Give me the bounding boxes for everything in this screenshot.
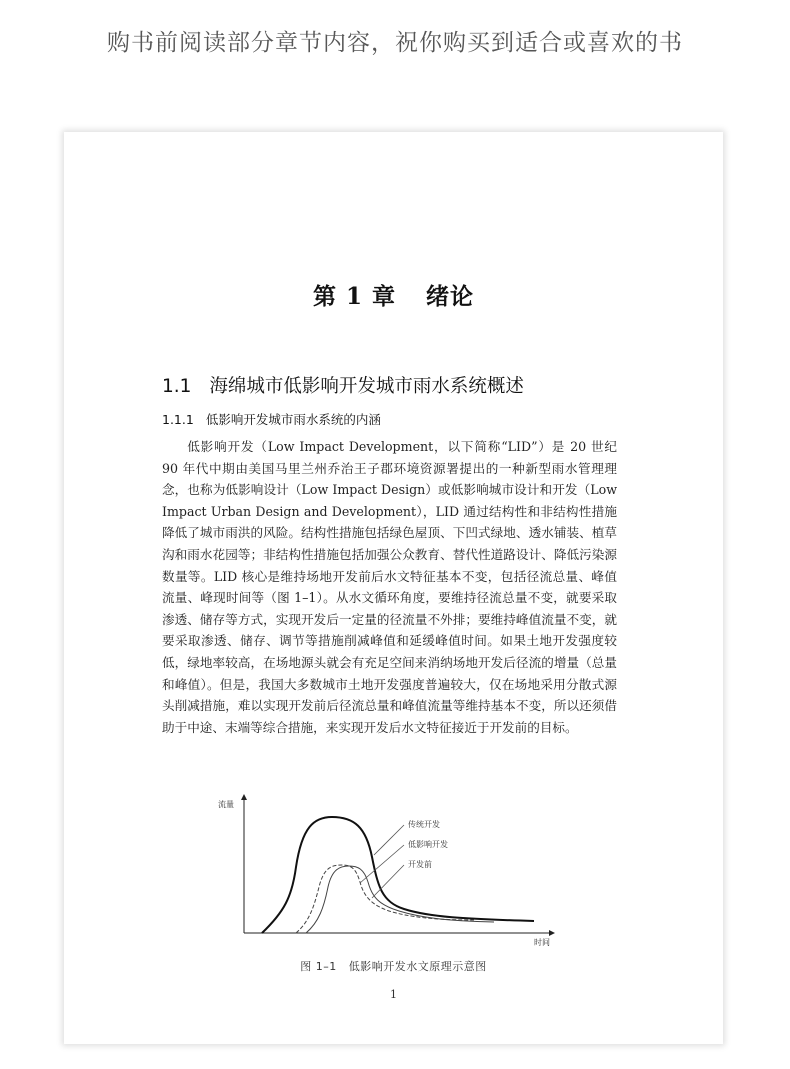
figure-number: 图 1–1	[300, 960, 337, 973]
x-axis-label: 时间	[534, 938, 550, 947]
chapter-heading	[64, 278, 723, 311]
section-title: 海绵城市低影响开发城市雨水系统概述	[209, 376, 524, 397]
preview-banner: 购书前阅读部分章节内容，祝你购买到适合或喜欢的书	[107, 30, 683, 56]
subsection-heading	[162, 410, 381, 428]
y-axis-label: 流量	[218, 800, 234, 809]
section-number: 1.1	[162, 376, 192, 397]
subsection-title: 低影响开发城市雨水系统的内涵	[205, 412, 381, 427]
chapter-number: 第 1 章	[312, 283, 397, 310]
curve-traditional	[262, 817, 534, 933]
section-heading	[162, 372, 524, 398]
label-low-impact: 低影响开发	[408, 840, 448, 849]
chapter-title: 绪论	[426, 283, 475, 310]
curve-pre-development	[306, 866, 494, 933]
page-number: 1	[390, 988, 397, 1001]
book-page	[64, 132, 723, 1044]
label-traditional: 传统开发	[408, 820, 440, 829]
body-paragraph: 低影响开发（Low Impact Development，以下简称“LID”）是 20 世纪 90 年代中期由美国马里兰州乔治王子郡环境资源署提出的一种新型雨水管理理念，也称为低影响设计（Low Impact Design）或低影响城市设计和开发（Low Impact Urban Design and Development），LID 通过结构性和非结构性措施降低了城市雨洪的风险。结构性措施包括绿色屋顶、下凹式绿地、透水铺装、植草沟和雨水花园等；非结构性措施包括加强公众教育、替代性道路设计、降低污染源数量等。LID 核心是维持场地开发前后水文特征基本不变，包括径流总量、峰值流量、峰现时间等（图 1–1）。从水文循环角度，要维持径流总量不变，就要采取渗透、储存等方式，实现开发后一定量的径流量不外排；要维持峰值流量不变，就要采取渗透、储存、调节等措施削减峰值和延缓峰值时间。如果土地开发强度较低，绿地率较高，在场地源头就会有充足空间来消纳场地开发后径流的增量（总量和峰值）。但是，我国大多数城市土地开发强度普遍较大，仅在场地采用分散式源头削减措施，难以实现开发前后径流总量和峰值流量等维持基本不变，所以还须借助于中途、末端等综合措施，来实现开发后水文特征接近于开发前的目标。	[162, 439, 617, 735]
hydrograph-figure	[214, 787, 564, 977]
curve-low-impact	[296, 865, 474, 933]
subsection-number: 1.1.1	[162, 412, 194, 427]
figure-caption	[64, 958, 723, 974]
figure-title: 低影响开发水文原理示意图	[348, 960, 487, 973]
label-pre-development: 开发前	[408, 860, 432, 869]
